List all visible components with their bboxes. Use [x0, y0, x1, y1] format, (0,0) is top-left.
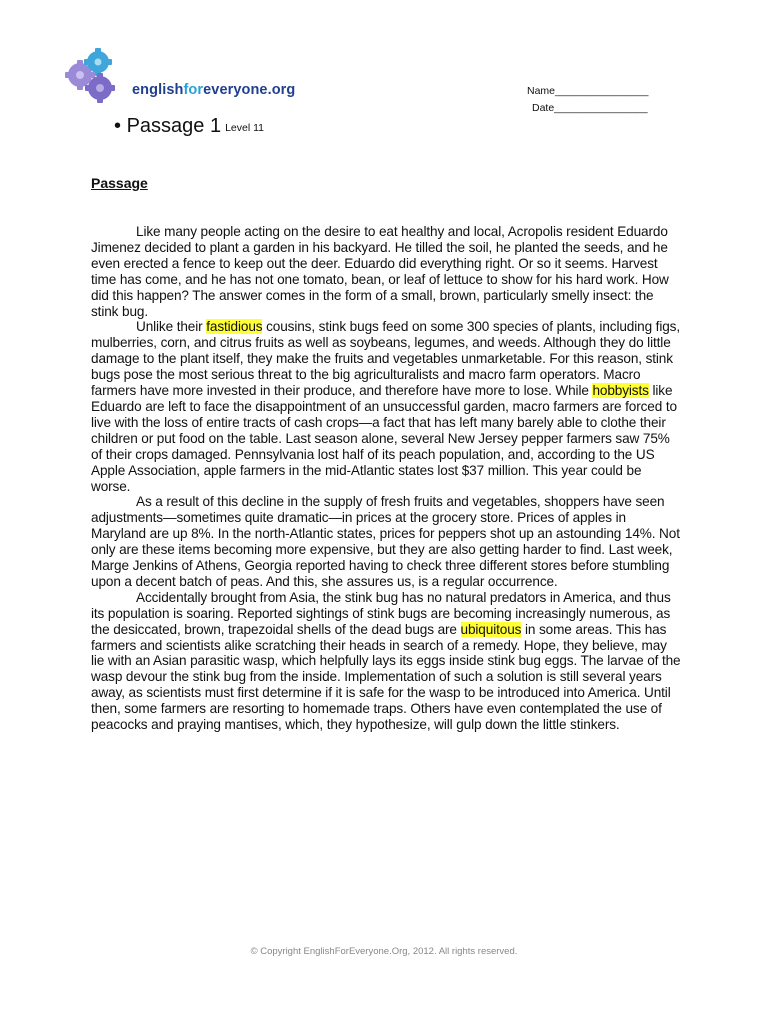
puzzle-gears-logo-icon: [60, 48, 124, 106]
paragraph-3-text: As a result of this decline in the supply of fresh fruits and vegetables, shoppers have seen adjustments—sometimes quite dramatic—in prices at the grocery store. Prices of apples in Maryland are up 8%. In the north-Atlantic states, prices for peppers shot up an astounding 14%. Not only are these items becoming more expensive, but they are also getting harder to find. Last week, Marge Jenkins of Athens, Georgia reported having to check three different stores before stumbling upon a decent batch of peas. And this, she assures us, is a regular occurrence.: [91, 494, 680, 589]
paragraph-4-text-b: in some areas. This has farmers and scientists alike scratching their heads in search of a remedy. Hope, they believe, may lie with an Asian parasitic wasp, which helpfully lays its eggs inside stink bug eggs. The larvae of the wasp devour the stink bug from the inside. Implementation of such a solution is still several years away, as scientists must first determine if it is safe for the wasp to be introduced into America. Until then, some farmers are resorting to homemade traps. Others have even contemplated the use of peacocks and praying mantises, which, they hypothesize, will gulp down the little stinkers.: [91, 621, 681, 733]
paragraph-2-text-b: cousins, stink bugs feed on some 300 species of plants, including figs, mulberries, corn, and citrus fruits as well as soybeans, legumes, and weeds. Although they do little damage to the plant itself, they make the fruits and vegetables unmarketable. For this reason, stink bugs pose the most serious threat to the big agriculturalists and macro farm operators. Macro farmers have more invested in their produce, and therefore have more to lose. While: [91, 319, 680, 399]
section-label: Passage: [91, 175, 148, 191]
passage-body: [91, 224, 681, 733]
highlight-hobbyists: hobbyists: [592, 383, 649, 399]
paragraph-4-text-a: Accidentally brought from Asia, the stink bug has no natural predators in America, and thus its population is soaring. Reported sightings of stink bugs are becoming increasingly numerous, as the desiccated, brown, trapezoidal shells of the dead bugs are: [91, 589, 671, 637]
paragraph-3: [91, 494, 681, 589]
logo-text-for: for: [183, 82, 204, 98]
paragraph-1: [91, 224, 681, 319]
paragraph-2-text-a: Unlike their: [136, 319, 207, 335]
paragraph-1-text: Like many people acting on the desire to eat healthy and local, Acropolis resident Eduardo Jimenez decided to plant a garden in his backyard. He tilled the soil, he planted the seeds, and he even erected a fence to keep out the deer. Eduardo did everything right. Or so it seems. Harvest time has come, and he has not one tomato, bean, or leaf of lettuce to show for his hard work. How did this happen? The answer comes in the form of a small, brown, particularly smelly insect: the stink bug.: [91, 224, 669, 319]
site-logo-text: [132, 82, 295, 98]
logo-text-everyone: everyone.org: [203, 82, 296, 98]
logo-text-english: english: [132, 82, 184, 98]
name-field: Name________________: [527, 85, 649, 97]
highlight-fastidious: fastidious: [206, 319, 263, 335]
title-bullet: •: [114, 115, 122, 137]
highlight-ubiquitous: ubiquitous: [460, 621, 522, 637]
copyright-footer: © Copyright EnglishForEveryone.Org, 2012. All rights reserved.: [250, 946, 518, 957]
level-label: Level 11: [225, 122, 265, 134]
paragraph-2-text-c: like Eduardo are left to face the disappointment of an unsuccessful garden, macro farmers are forced to live with the loss of entire tracts of cash crops—a fact that has left many barely able to clothe their children or put food on the table. Last season alone, several New Jersey pepper farmers saw 75% of their crops damaged. Pennsylvania lost half of its peach population, and, according to the US Apple Association, apple farmers in the mid-Atlantic states lost $37 million. This year could be worse.: [91, 383, 677, 494]
date-field: Date________________: [532, 102, 648, 114]
page-title: [114, 115, 264, 138]
paragraph-2: [91, 319, 681, 494]
title-text: Passage 1: [126, 115, 222, 137]
paragraph-4: [91, 590, 681, 733]
